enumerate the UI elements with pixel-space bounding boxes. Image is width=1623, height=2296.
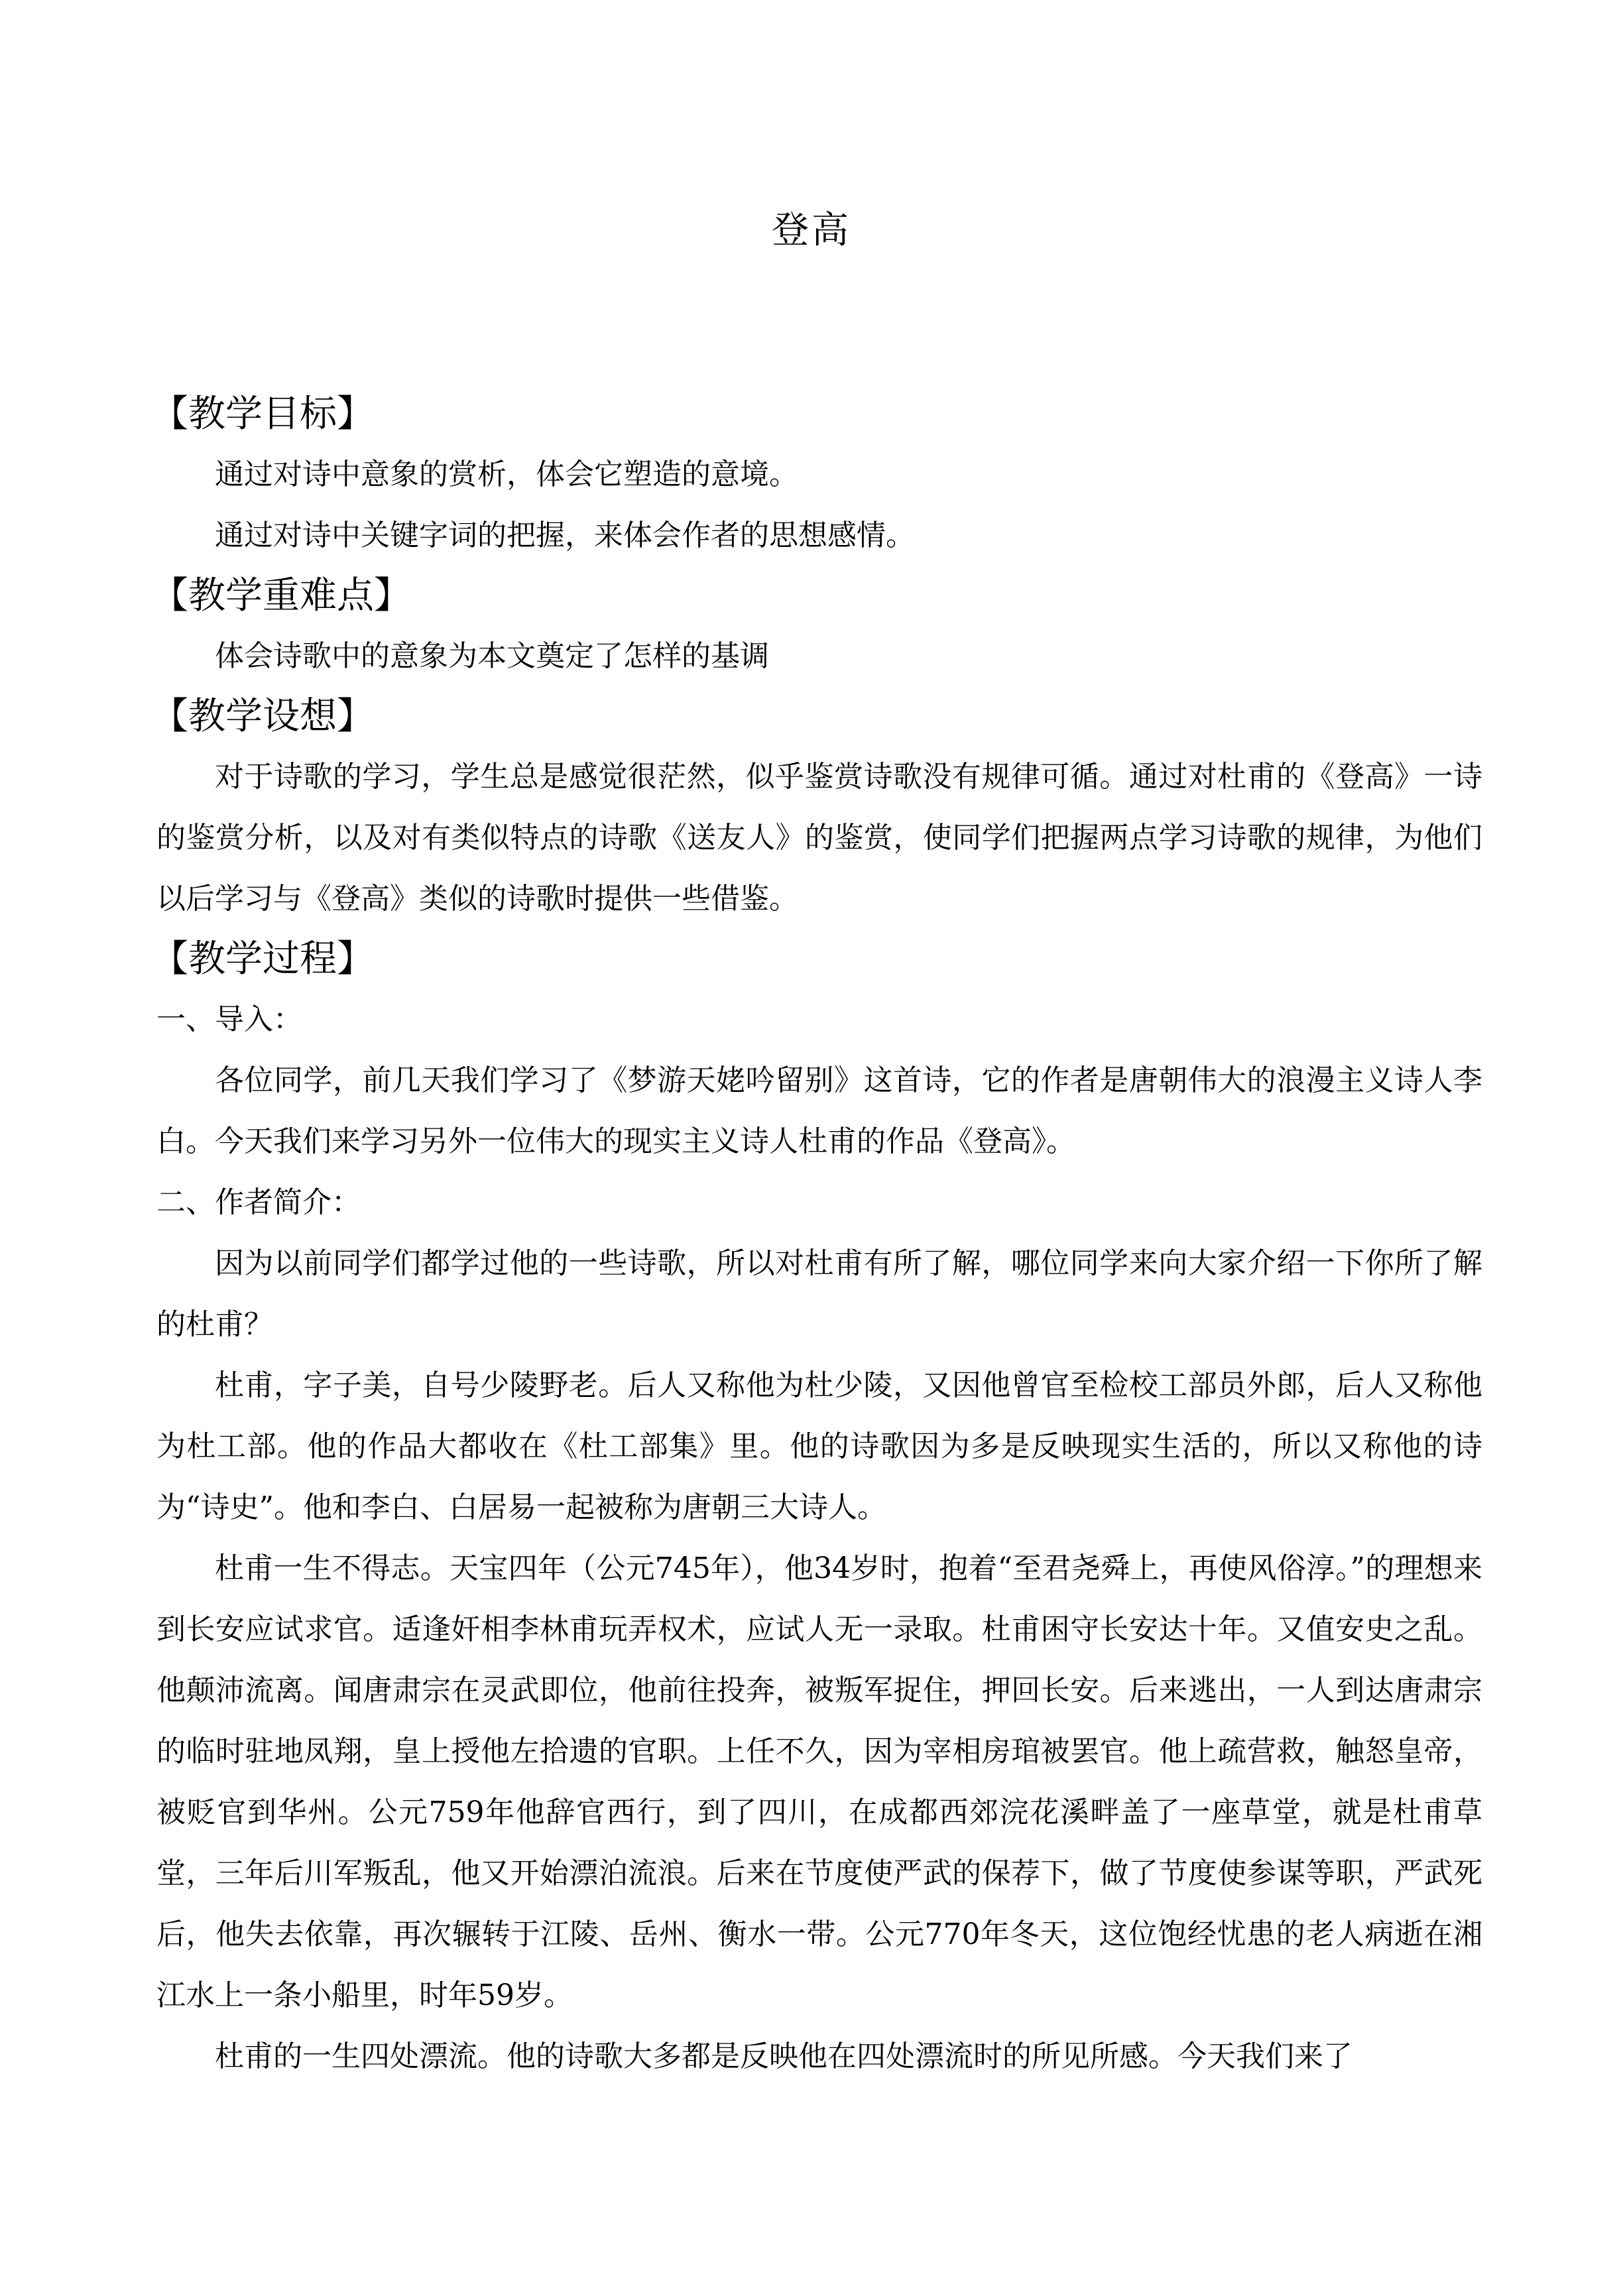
author-paragraph: 杜甫一生不得志。天宝四年（公元745年），他34岁时，抱着“至君尧舜上，再使风俗淳。”的理想来到长安应试求官。适逢奸相李林甫玩弄权术，应试人无一录取。杜甫困守长安达十年。又值安史之乱。他颠沛流离。闻唐肃宗在灵武即位，他前往投奔，被叛军捉住，押回长安。后来逃出，一人到达唐肃宗的临时驻地凤翔，皇上授他左拾遗的官职。上任不久，因为宰相房琯被罢官。他上疏营救，触怒皇帝，被贬官到华州。公元759年他辞官西行，到了四川，在成都西郊浣花溪畔盖了一座草堂，就是杜甫草堂，三年后川军叛乱，他又开始漂泊流浪。后来在节度使严武的保荐下，做了节度使参谋等职，严武死后，他失去依靠，再次辗转于江陵、岳州、衡水一带。公元770年冬天，这位饱经忧患的老人病逝在湘江水上一条小船里，时年59岁。 [156, 1551, 1482, 2012]
objective-item: 通过对诗中意象的赏析，体会它塑造的意境。 [215, 457, 798, 491]
heading-objectives: 【教学目标】 [151, 393, 374, 436]
intro-paragraph: 各位同学，前几天我们学习了《梦游天姥吟留别》这首诗，它的作者是唐朝伟大的浪漫主义诗人李白。今天我们来学习另外一位伟大的现实主义诗人杜甫的作品《登高》。 [156, 1063, 1482, 1158]
heading-process: 【教学过程】 [151, 937, 374, 981]
author-paragraph: 杜甫，字子美，自号少陵野老。后人又称他为杜少陵，又因他曾官至检校工部员外郎，后人又称他为杜工部。他的作品大都收在《杜工部集》里。他的诗歌因为多是反映现实生活的，所以又称他的诗为“诗史”。他和李白、白居易一起被称为唐朝三大诗人。 [156, 1368, 1482, 1524]
concept-paragraph: 对于诗歌的学习，学生总是感觉很茫然，似乎鉴赏诗歌没有规律可循。通过对杜甫的《登高》一诗的鉴赏分析，以及对有类似特点的诗歌《送友人》的鉴赏，使同学们把握两点学习诗歌的规律，为他们以后学习与《登高》类似的诗歌时提供一些借鉴。 [156, 760, 1482, 916]
heading-concept: 【教学设想】 [151, 695, 374, 738]
author-paragraph: 因为以前同学们都学过他的一些诗歌，所以对杜甫有所了解，哪位同学来向大家介绍一下你所了解的杜甫？ [156, 1246, 1482, 1341]
section-label-intro: 一、导入： [156, 1002, 302, 1036]
objective-item: 通过对诗中关键字词的把握，来体会作者的思想感情。 [215, 518, 915, 552]
document-body [151, 385, 1482, 2087]
document-title: 登高 [772, 209, 851, 252]
section-label-author: 二、作者简介： [156, 1185, 361, 1219]
key-point-item: 体会诗歌中的意象为本文奠定了怎样的基调 [215, 639, 769, 673]
heading-key-points: 【教学重难点】 [151, 574, 411, 617]
author-paragraph: 杜甫的一生四处漂流。他的诗歌大多都是反映他在四处漂流时的所见所感。今天我们来了 [215, 2039, 1352, 2073]
